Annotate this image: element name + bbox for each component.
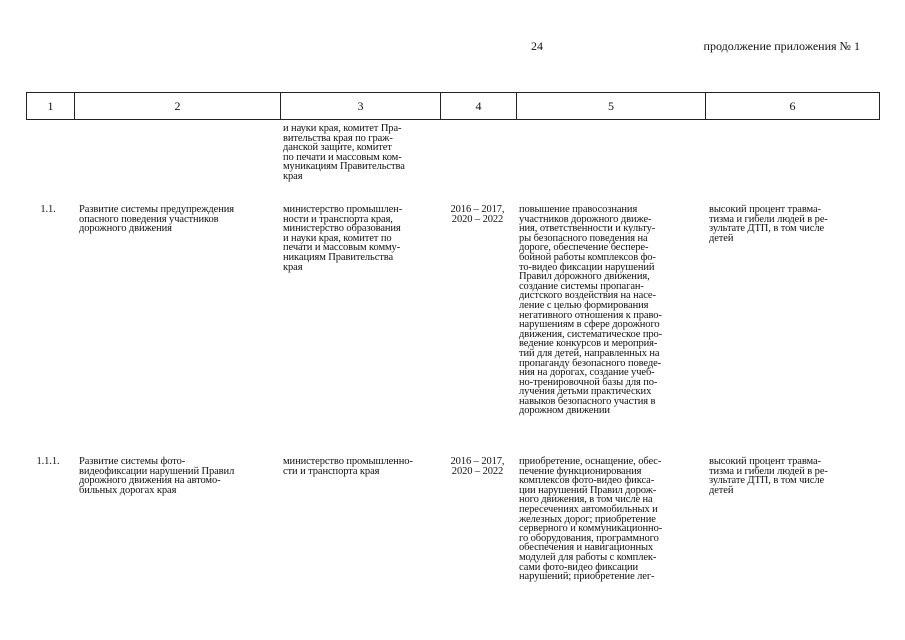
row-1-result: повышение правосознания участников дорожного движе- ния, ответственности и культу- ры безопасного поведения на дороге, обеспечение беспере- бойной работы комплексов фо- то-видео фиксации нарушений Правил дорожного движения, создание системы пропаган- дистского воздействия на насе- ление с целью формирования негативного отношения к право- нарушениям в сфере дорожного движения, систематическое про- ведение конкурсов и мероприя- тий для детей, направленных на пропаганду безопасного поведе- ния на дорогах, создание учеб- но-тренировочной базы для по- лучения детьми практических навыков безопасного участия в дорожном движении: [519, 204, 663, 417]
row-1-indicator: высокий процент травма- тизма и гибели людей в ре- зультате ДТП, в том числе детей: [709, 204, 828, 244]
row-2-name: Развитие системы фото- видеофиксации нарушений Правил дорожного движения на автомо- бильных дорогах края: [79, 456, 235, 496]
row-2-period: 2016 – 2017, 2020 – 2022: [450, 456, 505, 477]
row-2-number: 1.1.1.: [36, 456, 60, 467]
column-number-3: 3: [281, 93, 441, 120]
row-2-executors: министерство промышленно- сти и транспорта края: [283, 456, 413, 477]
column-number-1: 1: [27, 93, 75, 120]
row-1-period: 2016 – 2017, 2020 – 2022: [450, 204, 505, 225]
row-1-number: 1.1.: [40, 204, 56, 215]
carryover-executors: и науки края, комитет Пра- вительства края по граж- данской защите, комитет по печати и массовым ком- муникациям Правительства края: [283, 123, 405, 182]
continuation-note: продолжение приложения № 1: [703, 39, 860, 53]
column-number-header: [26, 92, 880, 120]
column-number-2: 2: [75, 93, 281, 120]
column-number-4: 4: [441, 93, 517, 120]
column-number-5: 5: [517, 93, 706, 120]
row-1-name: Развитие системы предупреждения опасного поведения участников дорожного движения: [79, 204, 234, 235]
row-1-executors: министерство промышлен- ности и транспорта края, министерство образования и науки края, комитет по печати и массовым комму- никациям Правительства края: [283, 204, 403, 273]
row-2-indicator: высокий процент травма- тизма и гибели людей в ре- зультате ДТП, в том числе детей: [709, 456, 828, 496]
column-number-6: 6: [706, 93, 880, 120]
row-2-result: приобретение, оснащение, обес- печение функционирования комплексов фото-видео фикса- ции нарушений Правил дорож- ного движения, в том числе на пересечениях автомобильных и железных дорог; приобретение серверного и коммуникационно- го оборудования, программного обеспечения и навигационных модулей для работы с комплек- сами фото-видео фиксации нарушений; приобретение лег-: [519, 456, 663, 583]
page-number: 24: [531, 39, 543, 53]
